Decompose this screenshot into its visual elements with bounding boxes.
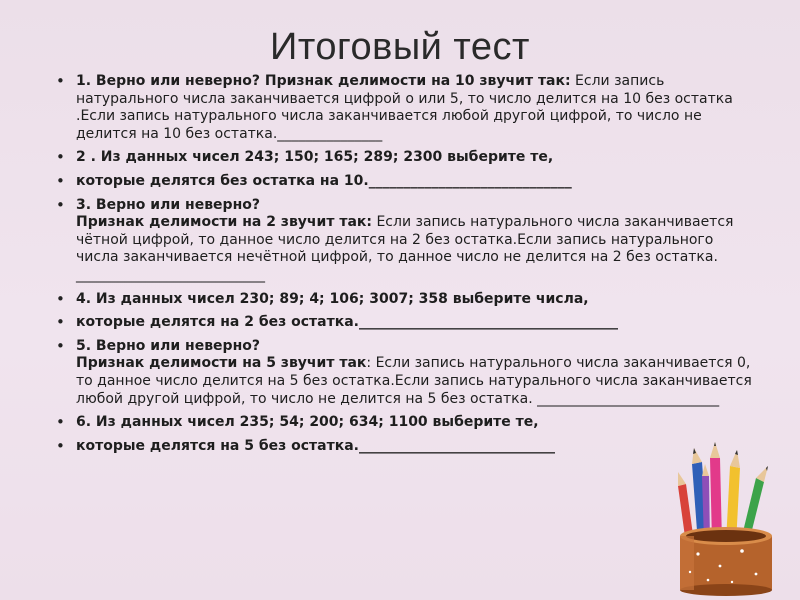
question-2a [56, 149, 756, 167]
question-3-subheading: Признак делимости на 2 звучит так: [76, 214, 373, 231]
question-1 [56, 73, 756, 143]
answer-blank-2[interactable]: _____________________________ [368, 172, 572, 189]
question-4a [56, 291, 756, 309]
answer-blank-5[interactable]: __________________________ [537, 390, 720, 407]
answer-blank-4[interactable]: _____________________________________ [358, 314, 618, 331]
question-3 [56, 197, 756, 285]
question-4-text: которые делятся на 2 без остатка. [76, 314, 359, 331]
test-content [56, 73, 756, 461]
question-2-text: которые делятся без остатка на 10. [76, 172, 369, 189]
question-2-heading: 2 . Из данных чисел 243; 150; 165; 289; 2300 выберите те, [76, 149, 554, 166]
question-5 [56, 338, 756, 408]
question-6-text: которые делятся на 5 без остатка. [76, 437, 359, 454]
pencil-cup-icon [668, 436, 784, 596]
question-3-text: Если запись натурального числа заканчивается чётной цифрой, то данное число делится на 2 без остатка.Если запись натурального числа заканчивается нечётной цифрой, то данное число не делится на 2 без остатка. [76, 214, 734, 266]
question-list [56, 73, 756, 455]
question-4b [56, 314, 756, 332]
question-3-heading: 3. Верно или неверно? [76, 196, 260, 213]
question-5-heading: 5. Верно или неверно? [76, 337, 260, 354]
question-5-text: : Если запись натурального числа заканчивается 0, то данное число делится на 5 без остатка.Если запись натурального числа заканчивается любой другой цифрой, то число не делится на 5 без остатка. [76, 355, 752, 407]
cup [680, 527, 772, 596]
question-6b [56, 438, 756, 456]
question-1-heading: 1. Верно или неверно? Признак делимости на 10 звучит так: [76, 73, 571, 89]
slide-title: Итоговый тест [270, 26, 530, 68]
question-5-subheading: Признак делимости на 5 звучит так [76, 355, 367, 372]
question-6a [56, 414, 756, 432]
answer-blank-3[interactable]: ___________________________ [76, 266, 265, 283]
question-4-heading: 4. Из данных чисел 230; 89; 4; 106; 3007; 358 выберите числа, [76, 290, 589, 307]
answer-blank-1[interactable]: _______________ [277, 125, 383, 142]
question-6-heading: 6. Из данных чисел 235; 54; 200; 634; 1100 выберите те, [76, 414, 539, 431]
answer-blank-6[interactable]: ____________________________ [358, 437, 555, 454]
question-1-text: Если запись натурального числа заканчивается цифрой о или 5, то число делится на 10 без остатка .Если запись натурального числа заканчивается любой другой цифрой, то число не делится на 10 без остатка. [76, 73, 733, 142]
question-2b [56, 173, 756, 191]
